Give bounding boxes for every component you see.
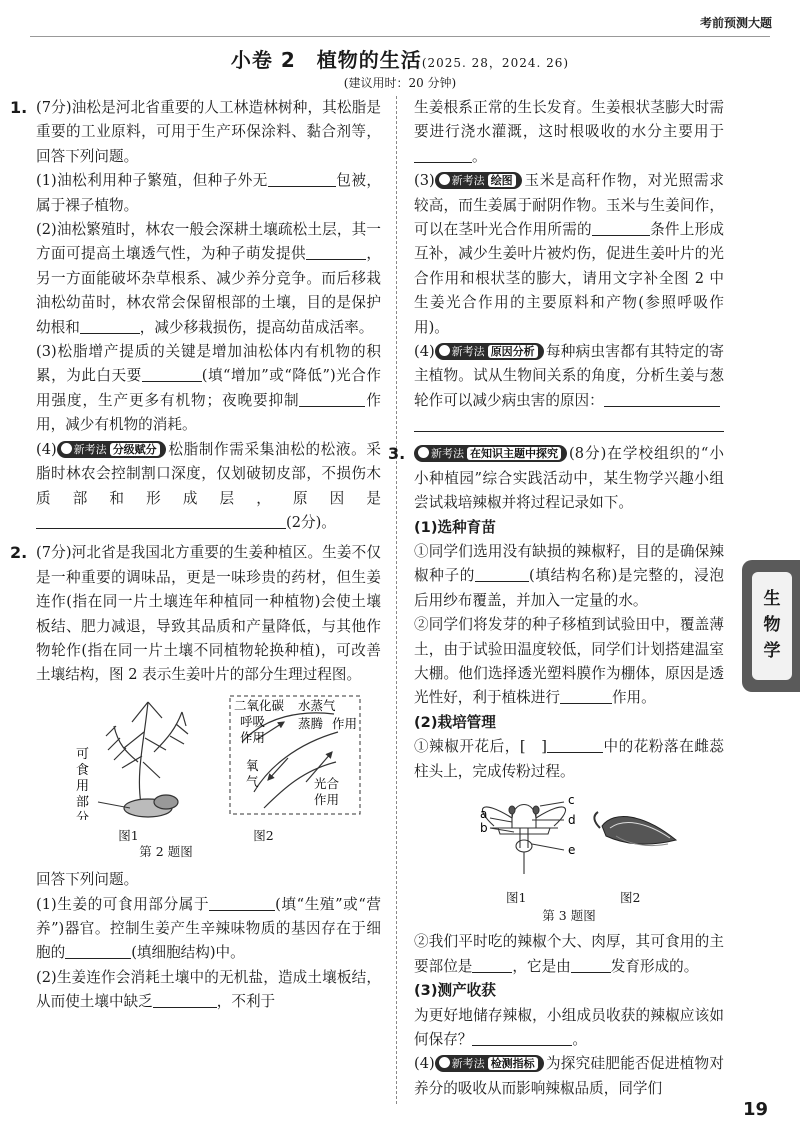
sub-question <box>414 169 724 340</box>
badge-icon <box>439 345 450 356</box>
figure-q2 <box>36 692 381 860</box>
sub-question <box>414 613 724 711</box>
title-text: 小卷 2 植物的生活 <box>230 48 422 72</box>
answer-blank[interactable] <box>475 565 529 582</box>
co2-label: 二氧化碳 <box>234 697 285 713</box>
title-years: (2025. 28，2024. 26) <box>421 56 570 70</box>
suggested-time: (建议用时：20 分钟) <box>343 76 457 90</box>
label-e: e <box>568 842 576 857</box>
tag-kind: 检测指标 <box>488 1057 538 1070</box>
question-2 <box>10 541 381 1014</box>
text: (填结构名称)是完整的，浸泡后用纱布覆盖，并加入一定量的水。 <box>414 567 724 609</box>
transpiration-label-b: 作用 <box>332 715 358 731</box>
text: 。 <box>472 147 487 165</box>
answer-blank[interactable] <box>604 390 720 407</box>
answer-blank[interactable] <box>547 736 603 753</box>
header-tag: 考前预测大题 <box>699 16 772 30</box>
fig2-label: 图2 <box>253 828 274 844</box>
text: 松脂制作需采集油松的松液。采脂时林农会控制割口深度，仅划破韧皮部，不损伤木质部和形成层，原因是 <box>36 440 381 507</box>
section-heading: (2)栽培管理 <box>414 713 496 731</box>
sub-question <box>36 966 381 1015</box>
badge-icon <box>439 174 450 185</box>
text: 。 <box>572 1031 587 1048</box>
badge-icon <box>418 447 429 458</box>
label-c: c <box>568 792 575 807</box>
figure-labels <box>414 890 724 906</box>
badge-icon <box>61 443 72 454</box>
water-vapor-label: 水蒸气 <box>298 697 336 713</box>
tag-kind: 在知识主题中探究 <box>467 447 561 460</box>
sub-question <box>414 735 724 784</box>
answer-blank[interactable] <box>472 1029 572 1046</box>
new-method-tag <box>414 445 567 462</box>
text: (1)生姜的可食用部分属于 <box>36 895 210 913</box>
text: (1)油松利用种子繁殖，但种子外无 <box>36 172 268 190</box>
answer-blank[interactable] <box>592 219 650 236</box>
figure-caption: 第 2 题图 <box>139 844 193 860</box>
answer-blank[interactable] <box>472 956 512 973</box>
page-number: 19 <box>742 1099 768 1120</box>
label-a: a <box>480 806 488 821</box>
pepper-figure <box>414 788 724 882</box>
sub-question <box>414 540 724 613</box>
text: (4) <box>414 1055 435 1073</box>
tag-kind: 原因分析 <box>488 345 538 358</box>
pepper-fruit-illustration <box>594 812 676 846</box>
answer-blank[interactable] <box>268 170 336 187</box>
tag-label: 新考法 <box>451 1057 485 1071</box>
text: (填“生殖”或“营养”)器官。控制生姜产生辛辣味物质的基因存在于细胞的 <box>36 895 381 962</box>
ginger-figure <box>36 692 381 820</box>
answer-blank[interactable] <box>209 894 275 911</box>
question-1 <box>10 96 381 535</box>
text: ，减少移栽损伤，提高幼苗成活率。 <box>139 318 374 336</box>
text: 每种病虫害都有其特定的寄主植物。试从生物间关系的角度，分析生姜与葱轮作可以减少病虫害的原因： <box>414 343 724 409</box>
right-column <box>388 96 724 1101</box>
text: (2)油松繁殖时，林农一般会深耕土壤疏松土层，其一方面可提高土壤透气性，为种子萌发提供 <box>36 221 381 263</box>
header-divider <box>30 36 770 37</box>
subject-label-char: 学 <box>763 641 781 661</box>
sub-question <box>36 218 381 340</box>
sub-question <box>414 1052 724 1101</box>
text: 包被，属于裸子植物。 <box>36 172 381 214</box>
tag-label: 新考法 <box>451 174 485 188</box>
answer-blank[interactable] <box>80 317 140 334</box>
text: (填细胞结构)中。 <box>131 944 245 962</box>
answer-blank[interactable] <box>560 687 612 704</box>
prompt-text: 回答下列问题。 <box>36 871 139 889</box>
sub-question <box>36 893 381 966</box>
ginger-plant-illustration <box>106 702 188 817</box>
text: (4) <box>414 343 435 361</box>
text: ①辣椒开花后，[ ] <box>414 738 547 756</box>
subject-label <box>752 572 792 680</box>
photosynthesis-label-a: 光合 <box>314 775 340 791</box>
answer-blank[interactable] <box>571 956 611 973</box>
fig1-label: 图1 <box>118 828 139 844</box>
respiration-label-a: 呼吸 <box>240 713 266 729</box>
label-d: d <box>568 812 576 827</box>
oxygen-label-b: 气 <box>246 773 259 789</box>
answer-line[interactable] <box>414 413 724 432</box>
text: (填“增加”或“降低”)光合作用强度，生产更多有机物；夜晚要抑制 <box>36 367 381 409</box>
text: ，另一方面能破坏杂草根系、减少养分竞争。而后移栽油松幼苗时，林农常会保留根部的土壤，目的是保护幼根和 <box>36 245 381 336</box>
subject-label-char: 生 <box>763 589 781 609</box>
answer-blank[interactable] <box>142 365 202 382</box>
figure-caption: 第 3 题图 <box>542 908 596 924</box>
fig1-label: 图1 <box>506 890 527 906</box>
sub-question <box>414 1004 724 1053</box>
photosynthesis-label-b: 作用 <box>314 791 340 807</box>
text: 发育形成的。 <box>610 957 699 975</box>
text: 为更好地储存辣椒，小组成员收获的辣椒应该如何保存？ <box>414 1006 724 1048</box>
answer-blank[interactable] <box>306 243 366 260</box>
question-number: 1. <box>10 98 28 117</box>
badge-icon <box>439 1057 450 1068</box>
figure-labels <box>36 828 296 844</box>
sub-question <box>414 340 724 413</box>
text: ②我们平时吃的辣椒个大、肉厚，其可食用的主要部位是 <box>414 933 724 975</box>
new-method-tag <box>57 441 166 458</box>
question-intro: (7分)油松是河北省重要的人工林造林树种，其松脂是重要的工业原料，可用于生产环保涂料、黏合剂等，回答下列问题。 <box>36 99 381 165</box>
subject-label-char: 物 <box>763 615 781 635</box>
sub-question <box>36 340 381 438</box>
answer-blank[interactable] <box>36 512 286 529</box>
text: 作用，减少有机物的消耗。 <box>36 391 381 434</box>
question-intro <box>414 442 724 515</box>
column-divider <box>396 96 397 1104</box>
edible-label: 可食用部分 <box>76 746 90 820</box>
question-number: 2. <box>10 543 28 563</box>
text: (2分)。 <box>286 513 336 531</box>
text: 为探究硅肥能否促进植物对养分的吸收从而影响辣椒品质，同学们 <box>414 1055 724 1097</box>
text: ，不利于 <box>216 993 276 1011</box>
text: (3)松脂增产提质的关键是增加油松体内有机物的积累，为此白天要 <box>36 343 381 385</box>
question-number: 3. <box>388 444 406 464</box>
text: 生姜根系正常的生长发育。生姜根状茎膨大时需要进行浇水灌溉，这时根吸收的水分主要用于 <box>414 99 724 141</box>
transpiration-label-a: 蒸腾 <box>298 715 324 731</box>
question-intro: (7分)河北省是我国北方重要的生姜种植区。生姜不仅是一种重要的调味品，更是一味珍贵的药材，但生姜连作(指在同一片土壤连年种植同一种植物)会使土壤板结、肥力减退，导致其品质和产量降低，与其他作物轮作(指在同一片土壤不同植物轮换种植)，可改善土壤结构，图 2 表示生姜叶片的部分生理过程图。 <box>36 544 381 684</box>
new-method-tag <box>435 172 522 189</box>
text: (3) <box>414 172 435 190</box>
respiration-label-b: 作用 <box>240 729 266 745</box>
section-heading: (3)测产收获 <box>414 982 496 1000</box>
new-method-tag <box>435 1055 544 1072</box>
answer-blank[interactable] <box>153 991 217 1008</box>
text: ，它是由 <box>512 957 571 975</box>
answer-blank[interactable] <box>65 942 131 959</box>
text: (4) <box>36 440 57 458</box>
sub-question <box>414 930 724 979</box>
tag-label: 新考法 <box>451 345 485 359</box>
tag-label: 新考法 <box>73 442 107 456</box>
tag-kind: 分级赋分 <box>110 443 160 456</box>
answer-blank[interactable] <box>414 146 472 163</box>
sub-question <box>36 169 381 218</box>
section-heading: (1)选种育苗 <box>414 518 496 536</box>
new-method-tag <box>435 343 544 360</box>
sub-question <box>36 438 381 536</box>
text: 作用。 <box>611 689 656 707</box>
tag-label: 新考法 <box>431 447 464 461</box>
answer-blank[interactable] <box>299 390 365 407</box>
text: ①同学们选用没有缺损的辣椒籽，目的是确保辣椒种子的 <box>414 542 724 585</box>
label-b: b <box>480 820 488 835</box>
figure-q3 <box>414 788 724 924</box>
text: 玉米是高秆作物，对光照需求较高，而生姜属于耐阴作物。玉米与生姜间作，可以在茎叶光合作用所需的 <box>414 172 724 239</box>
left-column <box>10 96 381 1015</box>
page-title <box>0 44 800 73</box>
text: 中的花粉落在雌蕊柱头上，完成传粉过程。 <box>414 738 724 780</box>
q2-continued <box>414 96 724 169</box>
text: ②同学们将发芽的种子移植到试验田中，覆盖薄土，由于试验田温度较低，同学们计划搭建温室大棚。他们选择透光塑料膜作为棚体，原因是透光性好，利于植株进行 <box>414 616 724 707</box>
fig2-label: 图2 <box>620 890 641 906</box>
pepper-flower-illustration <box>482 804 565 874</box>
text: 条件上形成互补，减少生姜叶片被灼伤，促进生姜叶片的光合作用和根状茎的膨大，请用文字补全图 2 中生姜光合作用的主要原料和产物(参照呼吸作用)。 <box>414 221 724 336</box>
text: (2)生姜连作会消耗土壤中的无机盐，造成土壤板结，从而使土壤中缺乏 <box>36 968 381 1011</box>
text: (8分)在学校组织的“小小种植园”综合实践活动中，某生物学兴趣小组尝试栽培辣椒并将过程记录如下。 <box>414 445 724 512</box>
oxygen-label-a: 氧 <box>246 757 259 773</box>
question-3 <box>388 442 724 1101</box>
tag-kind: 绘图 <box>488 174 516 187</box>
